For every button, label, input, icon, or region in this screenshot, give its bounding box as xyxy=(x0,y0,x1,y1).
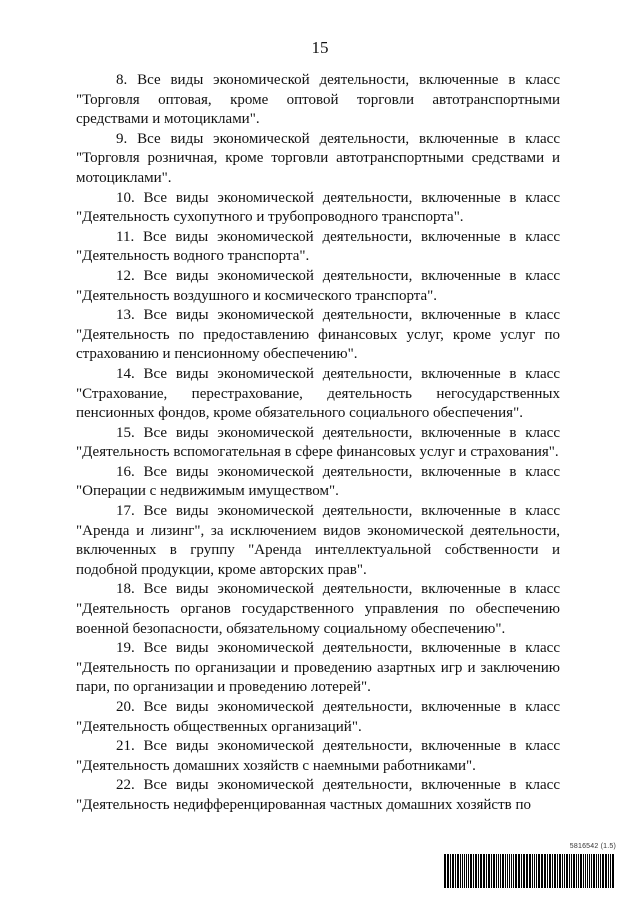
list-item-19: 19. Все виды экономической деятельности, включенные в класс "Деятельность по организации и проведению азартных игр и заключению пари, по организации и проведению лотерей". xyxy=(76,640,560,696)
list-item-21: 21. Все виды экономической деятельности, включенные в класс "Деятельность домашних хозяйств с наемными работниками". xyxy=(76,738,560,774)
list-item-8: 8. Все виды экономической деятельности, включенные в класс "Торговля оптовая, кроме оптовой торговли автотранспортными средствами и мотоциклами". xyxy=(76,72,560,128)
list-item-16: 16. Все виды экономической деятельности, включенные в класс "Операции с недвижимым имуществом". xyxy=(76,463,560,500)
page-number: 15 xyxy=(311,38,329,57)
list-item-12: 12. Все виды экономической деятельности, включенные в класс "Деятельность воздушного и космического транспорта". xyxy=(76,267,560,304)
list-item-13: 13. Все виды экономической деятельности, включенные в класс "Деятельность по предоставлению финансовых услуг, кроме услуг по страхованию и пенсионному обеспечению". xyxy=(76,307,560,363)
list-item-20: 20. Все виды экономической деятельности, включенные в класс "Деятельность общественных организаций". xyxy=(76,699,560,735)
list-item-11: 11. Все виды экономической деятельности, включенные в класс "Деятельность водного транспорта". xyxy=(76,228,560,265)
list-item-22: 22. Все виды экономической деятельности, включенные в класс "Деятельность недифференцированная частных домашних хозяйств по xyxy=(76,777,560,813)
barcode-block xyxy=(444,843,616,889)
list-item-18: 18. Все виды экономической деятельности, включенные в класс "Деятельность органов государственного управления по обеспечению военной безопасности, обязательному социальному обеспечению". xyxy=(76,581,560,637)
list-item-14: 14. Все виды экономической деятельности, включенные в класс "Страхование, перестрахование, деятельность негосударственных пенсионных фондов, кроме обязательного социального обеспечения". xyxy=(76,365,560,422)
barcode-id-text: 5816542 (1.5) xyxy=(569,843,616,850)
list-item-17: 17. Все виды экономической деятельности, включенные в класс "Аренда и лизинг", за исключением видов экономической деятельности, включенных в группу "Аренда интеллектуальной собственности и подобной продукции, кроме авторских прав". xyxy=(76,503,560,578)
document-body xyxy=(76,71,560,816)
list-item-10: 10. Все виды экономической деятельности, включенные в класс "Деятельность сухопутного и трубопроводного транспорта". xyxy=(76,189,560,226)
barcode-icon xyxy=(444,854,616,888)
list-item-15: 15. Все виды экономической деятельности, включенные в класс "Деятельность вспомогательная в сфере финансовых услуг и страхования". xyxy=(76,424,560,461)
list-item-9: 9. Все виды экономической деятельности, включенные в класс "Торговля розничная, кроме торговли автотранспортными средствами и мотоциклами". xyxy=(76,130,560,186)
